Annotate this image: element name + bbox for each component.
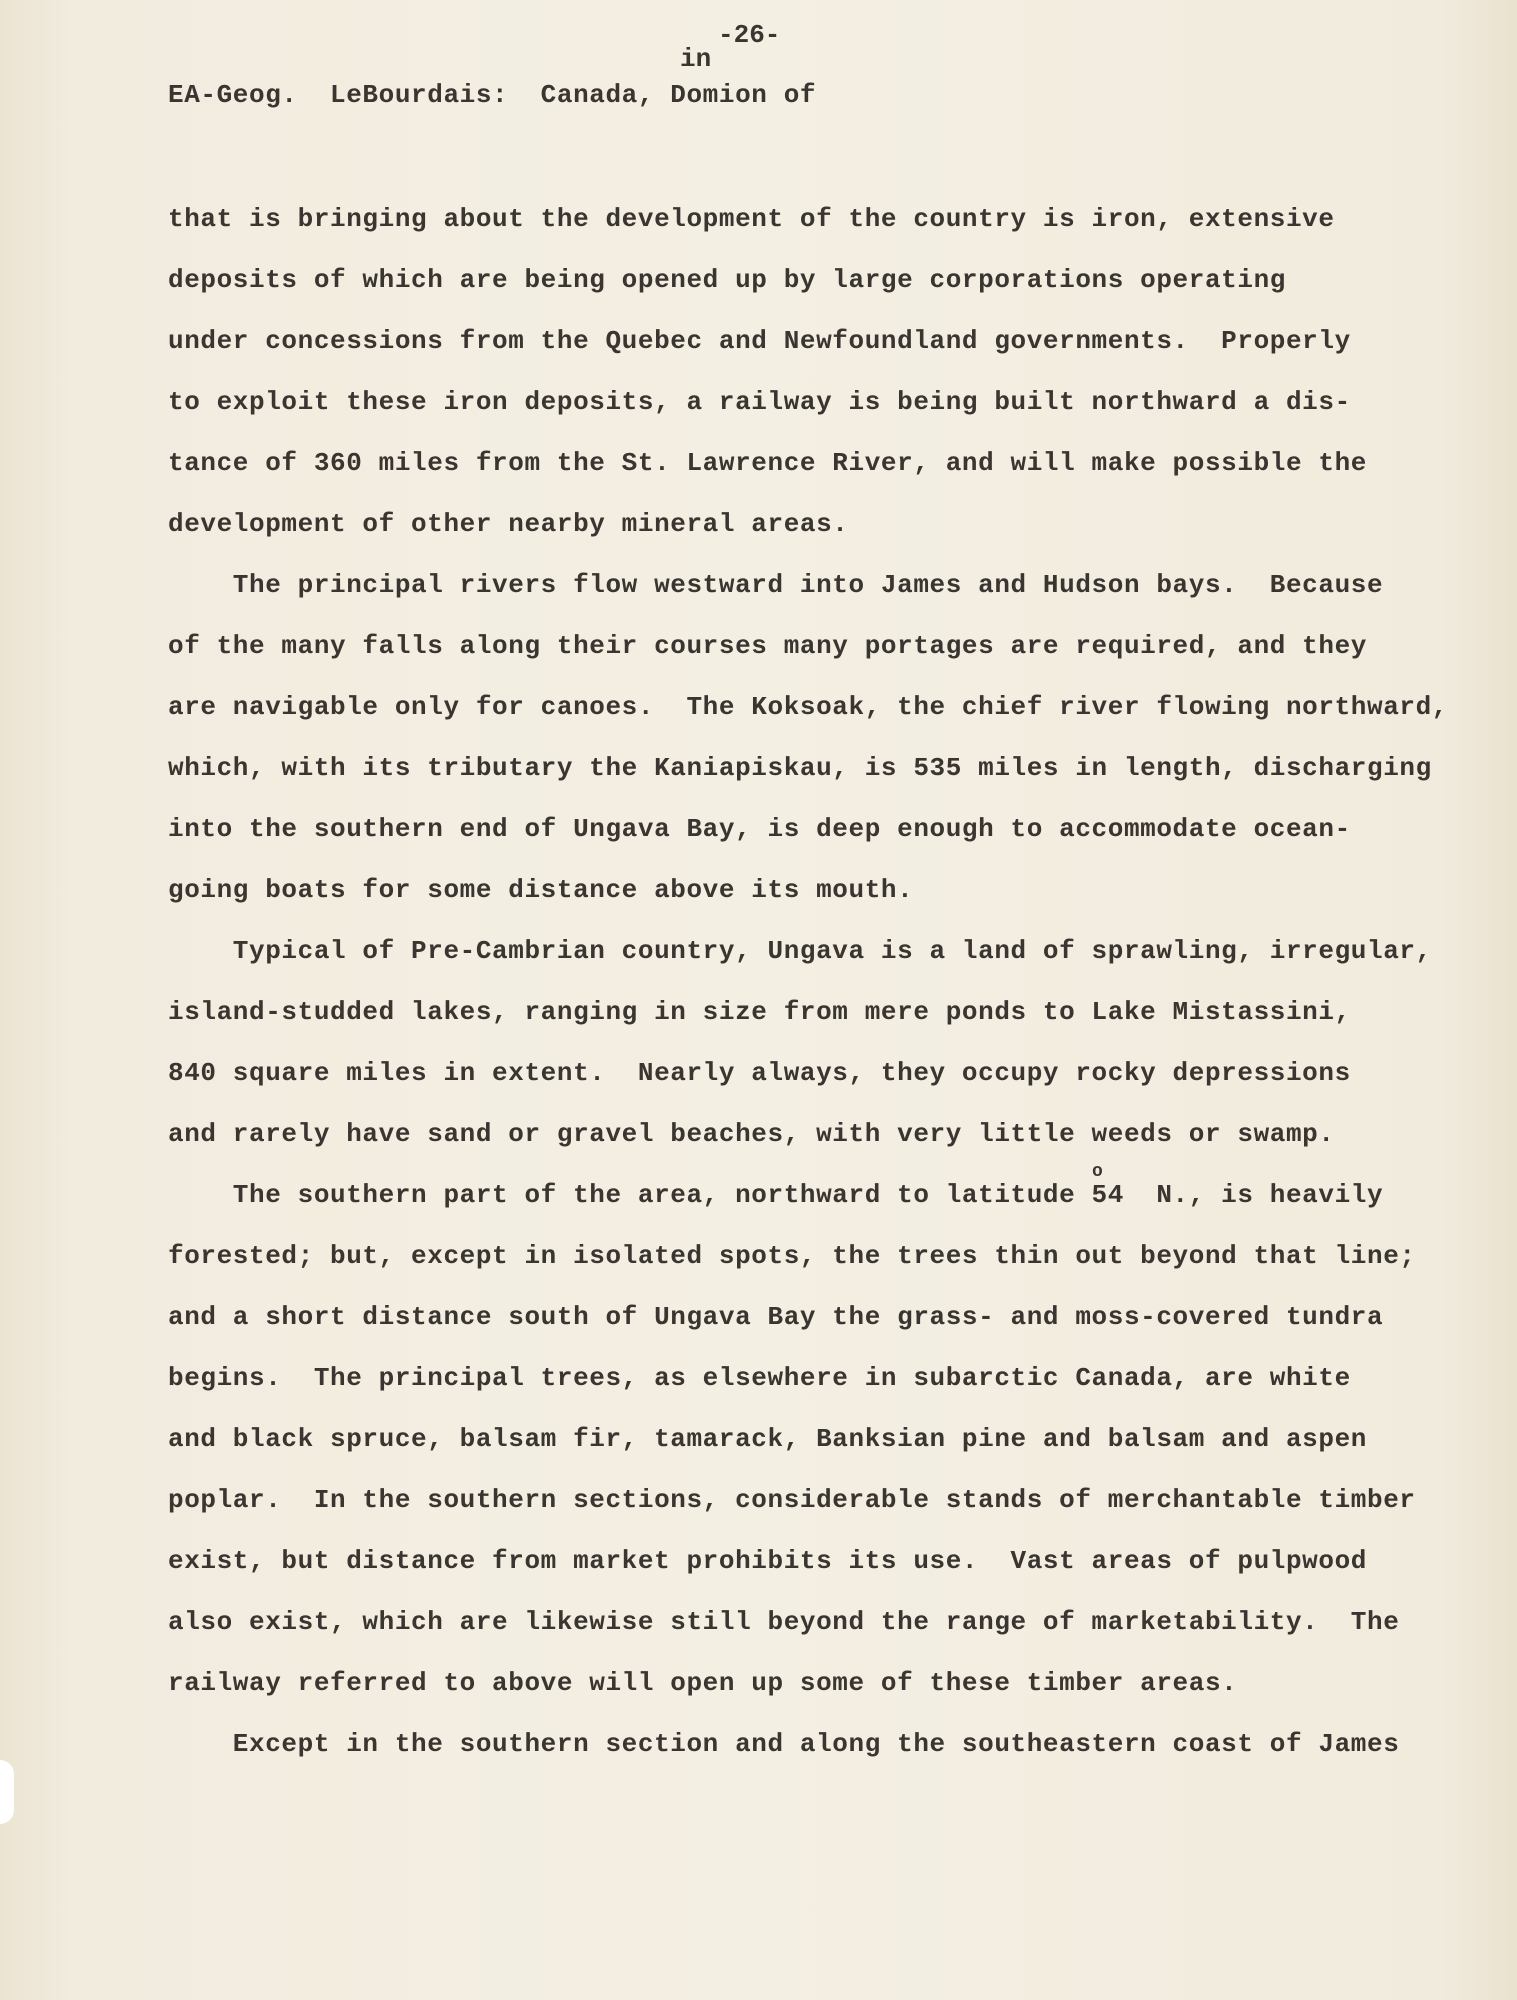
body-line: The southern part of the area, northward to latitude 54 N., is heavily bbox=[168, 1180, 1384, 1210]
body-line: development of other nearby mineral areas. bbox=[168, 509, 849, 539]
degree-mark: o bbox=[1092, 1162, 1103, 1182]
body-line: and a short distance south of Ungava Bay the grass- and moss-covered tundra bbox=[168, 1302, 1384, 1332]
body-line: Except in the southern section and along the southeastern coast of James bbox=[168, 1729, 1400, 1759]
body-line: 840 square miles in extent. Nearly always, they occupy rocky depressions bbox=[168, 1058, 1351, 1088]
body-line: tance of 360 miles from the St. Lawrence River, and will make possible the bbox=[168, 448, 1367, 478]
body-line: railway referred to above will open up some of these timber areas. bbox=[168, 1668, 1238, 1698]
body-line: under concessions from the Quebec and Newfoundland governments. Properly bbox=[168, 326, 1351, 356]
handwritten-insertion: in bbox=[680, 44, 712, 74]
body-line: begins. The principal trees, as elsewhere in subarctic Canada, are white bbox=[168, 1363, 1351, 1393]
body-line: poplar. In the southern sections, considerable stands of merchantable timber bbox=[168, 1485, 1416, 1515]
body-line: are navigable only for canoes. The Koksoak, the chief river flowing northward, bbox=[168, 692, 1448, 722]
page-number: -26- bbox=[718, 20, 781, 50]
body-line: Typical of Pre-Cambrian country, Ungava is a land of sprawling, irregular, bbox=[168, 936, 1432, 966]
body-line: which, with its tributary the Kaniapiskau, is 535 miles in length, discharging bbox=[168, 753, 1432, 783]
body-line: into the southern end of Ungava Bay, is deep enough to accommodate ocean- bbox=[168, 814, 1351, 844]
binder-hole bbox=[0, 1760, 14, 1824]
body-line: island-studded lakes, ranging in size from mere ponds to Lake Mistassini, bbox=[168, 997, 1351, 1027]
body-line: and black spruce, balsam fir, tamarack, Banksian pine and balsam and aspen bbox=[168, 1424, 1367, 1454]
running-head: EA-Geog. LeBourdais: Canada, Domion of bbox=[168, 80, 817, 110]
body-line: forested; but, except in isolated spots, the trees thin out beyond that line; bbox=[168, 1241, 1416, 1271]
body-line: exist, but distance from market prohibits its use. Vast areas of pulpwood bbox=[168, 1546, 1367, 1576]
body-line: that is bringing about the development of the country is iron, extensive bbox=[168, 204, 1335, 234]
body-line: The principal rivers flow westward into James and Hudson bays. Because bbox=[168, 570, 1384, 600]
body-line: of the many falls along their courses many portages are required, and they bbox=[168, 631, 1367, 661]
body-line: and rarely have sand or gravel beaches, with very little weeds or swamp. bbox=[168, 1119, 1335, 1149]
body-line: going boats for some distance above its mouth. bbox=[168, 875, 914, 905]
body-line: to exploit these iron deposits, a railway is being built northward a dis- bbox=[168, 387, 1351, 417]
body-line: deposits of which are being opened up by large corporations operating bbox=[168, 265, 1286, 295]
body-line: also exist, which are likewise still beyond the range of marketability. The bbox=[168, 1607, 1400, 1637]
